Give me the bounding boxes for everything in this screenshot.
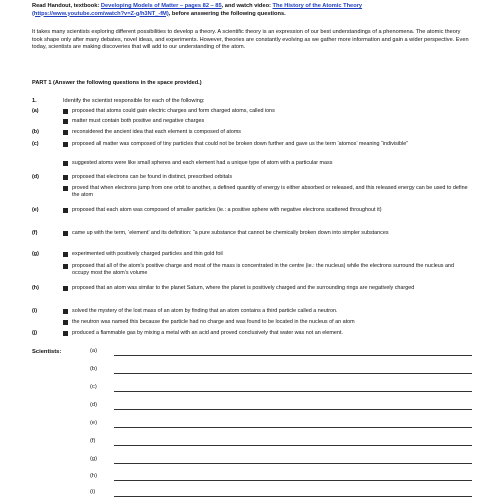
bullet-square-icon	[63, 264, 68, 269]
item-text: reconsidered the ancient idea that each element is composed of atoms	[72, 129, 242, 135]
answer-line[interactable]	[90, 456, 472, 466]
item-text: proposed all matter was composed of tiny particles that could not be broken down further and gave us the term ‘atomos’ meaning “indivisible”	[72, 141, 408, 147]
item-text: proved that when electrons jump from one orbit to another, a defined quantity of energy is either absorbed or released, and this released energy can be used to define the atom	[72, 185, 468, 199]
item-label: (c)	[32, 141, 39, 147]
answer-label: (f)	[90, 438, 96, 444]
instructions-lead: Read Handout, textbook:	[32, 3, 101, 9]
item-label: (g)	[32, 251, 39, 257]
answer-line[interactable]	[90, 366, 472, 376]
item-text: suggested atoms were like small spheres and each element had a unique type of atom with a particular mass	[72, 160, 333, 166]
answer-label: (i)	[90, 489, 96, 495]
item-label: (b)	[32, 129, 39, 135]
bullet-square-icon	[63, 186, 68, 191]
video-link[interactable]: The History of the Atomic Theory	[272, 3, 363, 9]
item-label: (d)	[32, 174, 39, 180]
bullet-square-icon	[63, 109, 68, 114]
item-text: matter must contain both positive and negative charges	[72, 118, 205, 124]
bullet-square-icon	[63, 119, 68, 124]
item-text: proposed that electrons can be found in distinct, prescribed orbitals	[72, 174, 233, 180]
bullet-square-icon	[63, 142, 68, 147]
instructions	[32, 3, 472, 18]
bullet-square-icon	[63, 175, 68, 180]
answer-label: (d)	[90, 402, 98, 408]
part-1-heading: PART 1 (Answer the following questions in the space provided.)	[32, 80, 202, 86]
item-text: proposed that an atom was similar to the planet Saturn, where the planet is positively charged and the surrounding rings are negatively charged	[72, 285, 415, 291]
answer-label: (g)	[90, 456, 98, 462]
bullet-square-icon	[63, 130, 68, 135]
bullet-square-icon	[63, 252, 68, 257]
answer-blank[interactable]	[114, 409, 472, 410]
item-text: proposed that all of the atom’s positive charge and most of the mass is concentrated in the centre (ie.: the nucleus) while the electrons surround the nucleus and occupy most the atom’s volume	[72, 263, 454, 277]
answer-line[interactable]	[90, 384, 472, 394]
intro-paragraph: It takes many scientists exploring different possibilities to develop a theory. A scientific theory is an expression of our best understandings of a phenomena. The atomic theory took shape only after many debates, novel ideas, and experiments. However, theories are constantly evolving as we gather more information and gain a wider perspective. Even today, scientists are making discoveries that will add to our understanding of the atom.	[32, 29, 469, 51]
bullet-square-icon	[63, 309, 68, 314]
item-text: came up with the term, ‘element’ and its definition: “a pure substance that cannot be chemically broken down into simpler substances	[72, 230, 389, 236]
answer-blank[interactable]	[114, 391, 472, 392]
item-text: the neutron was named this because the particle had no charge and was found to be located in the nucleus of an atom	[72, 319, 355, 325]
answer-blank[interactable]	[114, 496, 472, 497]
item-label: (a)	[32, 108, 39, 114]
item-text: produced a flammable gas by mixing a metal with an acid and proved conclusively that water was not an element.	[72, 330, 343, 336]
answer-label: (a)	[90, 348, 98, 354]
item-label: (e)	[32, 207, 39, 213]
answer-blank[interactable]	[114, 427, 472, 428]
bullet-square-icon	[63, 161, 68, 166]
item-label: (f)	[32, 230, 38, 236]
answer-line[interactable]	[90, 438, 472, 448]
bullet-square-icon	[63, 286, 68, 291]
bullet-square-icon	[63, 331, 68, 336]
answer-line[interactable]	[90, 420, 472, 430]
item-label: (h)	[32, 285, 39, 291]
answer-blank[interactable]	[114, 480, 472, 481]
instructions-mid: , and watch video:	[221, 3, 273, 9]
answer-label: (b)	[90, 366, 98, 372]
bullet-square-icon	[63, 320, 68, 325]
item-text: proposed that each atom was composed of smaller particles (ie.: a positive sphere with negative electrons scattered throughout it)	[72, 207, 382, 213]
textbook-link[interactable]: Developing Models of Matter – pages 82 – 85	[100, 3, 222, 9]
answer-blank[interactable]	[114, 463, 472, 464]
answer-label: (e)	[90, 420, 98, 426]
item-text: proposed that atoms could gain electric charges and form charged atoms, called ions	[72, 108, 275, 114]
scientists-label: Scientists:	[32, 349, 62, 355]
question-text: Identify the scientist responsible for each of the following:	[63, 98, 205, 104]
answer-line[interactable]	[90, 473, 472, 483]
answer-label: (c)	[90, 384, 97, 390]
item-label: (j)	[32, 330, 38, 336]
question-number: 1.	[32, 98, 37, 104]
answer-line[interactable]	[90, 489, 472, 499]
answer-blank[interactable]	[114, 355, 472, 356]
answer-line[interactable]	[90, 402, 472, 412]
answer-blank[interactable]	[114, 445, 472, 446]
item-text: solved the mystery of the lost mass of an atom by finding that an atom contains a third particle called a neutron.	[72, 308, 338, 314]
bullet-square-icon	[63, 208, 68, 213]
video-url-link[interactable]: (https://www.youtube.com/watch?v=Z-g/h3NT_-fM)	[32, 10, 169, 17]
instructions-tail: , before answering the following questions.	[168, 10, 286, 17]
answer-label: (h)	[90, 473, 98, 479]
item-text: experimented with positively charged particles and thin gold foil	[72, 251, 223, 257]
answer-blank[interactable]	[114, 373, 472, 374]
item-label: (i)	[32, 308, 38, 314]
bullet-square-icon	[63, 231, 68, 236]
answer-line[interactable]	[90, 348, 472, 358]
